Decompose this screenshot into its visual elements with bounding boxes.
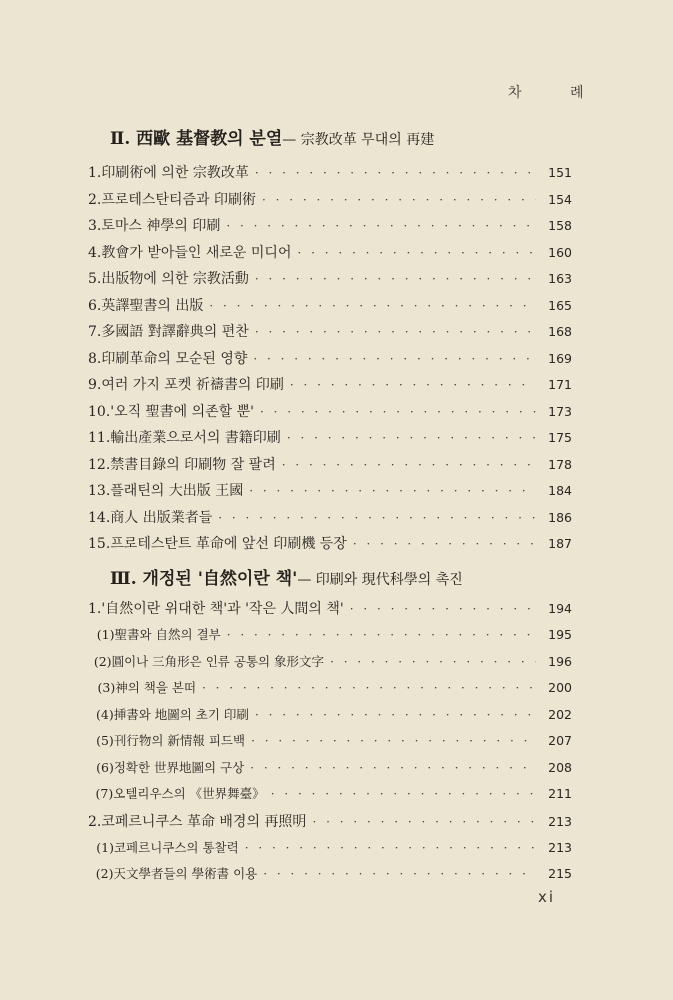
entry-number: 3. — [88, 218, 102, 234]
running-head: 차 례 — [508, 85, 606, 101]
toc-entry — [88, 162, 572, 188]
entry-page: 165 — [548, 297, 572, 313]
dot-leader — [287, 431, 536, 445]
entry-number: 9. — [88, 377, 102, 393]
entry-number: 4. — [88, 244, 102, 261]
entry-title: 多國語 對譯辭典의 편찬 — [101, 324, 249, 340]
toc-subentry — [88, 838, 572, 864]
entry-title: '오직 聖書에 의존할 뿐' — [110, 403, 254, 420]
entry-title: 여러 가지 포켓 祈禱書의 印刷 — [101, 377, 284, 393]
entry-number: (4) — [95, 706, 114, 722]
toc-entry — [88, 242, 572, 268]
toc-subentry — [88, 625, 572, 651]
entry-title: 코페르니쿠스의 통찰력 — [113, 839, 239, 855]
toc-entry — [88, 427, 572, 453]
entry-number: 15. — [88, 536, 111, 552]
entry-title: 圓이나 三角形은 인류 공통의 象形文字 — [111, 653, 325, 669]
entry-page: 168 — [548, 324, 572, 339]
entry-title: '自然이란 위대한 책'과 '작은 人間의 책' — [101, 601, 344, 617]
entry-number: 2. — [88, 814, 102, 830]
dot-leader — [312, 815, 536, 829]
entry-number: (6) — [96, 759, 114, 775]
entry-page: 173 — [548, 403, 572, 419]
entry-title: 挿書와 地圖의 초기 印刷 — [113, 706, 249, 722]
entry-title: 禁書目錄의 印刷物 잘 팔려 — [110, 456, 276, 473]
entry-number: 10. — [88, 403, 111, 420]
dot-leader — [262, 193, 536, 207]
entry-number: (7) — [95, 786, 114, 801]
toc-subentry — [88, 784, 572, 810]
part-2-subtitle: — 宗教改革 무대의 再建 — [282, 132, 435, 148]
entry-number: (5) — [96, 733, 114, 748]
entry-title: 코페르니쿠스 革命 배경의 再照明 — [101, 814, 307, 830]
entry-number: (3) — [97, 680, 116, 695]
toc-entry — [88, 811, 572, 837]
part-3-subtitle: — 印刷와 現代科學의 촉진 — [297, 572, 463, 588]
dot-leader — [255, 272, 536, 286]
dot-leader — [209, 299, 536, 313]
dot-leader — [263, 867, 536, 881]
entry-number: 5. — [88, 271, 102, 287]
entry-page: 196 — [548, 653, 572, 669]
dot-leader — [245, 841, 536, 855]
entry-number: (1) — [96, 839, 114, 855]
entry-title: 정확한 世界地圖의 구상 — [113, 759, 245, 775]
toc-entry — [88, 454, 572, 480]
entry-number: 1. — [88, 601, 102, 617]
entry-title: 教會가 받아들인 새로운 미디어 — [101, 244, 292, 261]
entry-page: 158 — [548, 218, 572, 233]
entry-page: 186 — [548, 509, 572, 525]
entry-page: 200 — [548, 680, 572, 695]
dot-leader — [282, 458, 536, 472]
dot-leader — [271, 787, 536, 801]
entry-number: 1. — [88, 165, 102, 181]
dot-leader — [350, 602, 536, 616]
entry-title: 프로테스탄트 革命에 앞선 印刷機 등장 — [110, 536, 347, 552]
entry-title: 토마스 神學의 印刷 — [101, 218, 221, 234]
entry-page: 151 — [548, 165, 572, 180]
entry-page: 175 — [548, 430, 572, 445]
dot-leader — [255, 325, 536, 339]
entry-page: 187 — [548, 536, 572, 551]
dot-leader — [253, 352, 536, 366]
entry-title: 商人 出版業者들 — [110, 509, 213, 526]
entry-number: 7. — [88, 324, 102, 340]
entry-page: 154 — [548, 191, 572, 207]
entry-number: (1) — [96, 627, 115, 642]
entry-page: 213 — [548, 839, 572, 855]
entry-title: 플래틴의 大出版 王國 — [110, 483, 244, 499]
part-3-title: Ⅲ. 개정된 '自然이란 책' — [110, 569, 298, 589]
dot-leader — [226, 219, 536, 233]
entry-page: 211 — [548, 786, 572, 801]
dot-leader — [251, 734, 536, 748]
toc-subentry — [88, 652, 572, 678]
toc-entry — [88, 348, 572, 374]
toc-entry — [88, 295, 572, 321]
dot-leader — [202, 681, 536, 695]
entry-page: 202 — [548, 706, 572, 722]
entry-page: 213 — [548, 814, 572, 829]
entry-page: 178 — [548, 456, 572, 472]
entry-page: 169 — [548, 350, 572, 366]
toc-subentry — [88, 678, 572, 704]
part-3-heading — [110, 564, 610, 589]
entry-number: 12. — [88, 456, 111, 473]
dot-leader — [218, 511, 536, 525]
entry-page: 184 — [548, 483, 572, 498]
entry-number: 6. — [88, 297, 102, 314]
toc-entry — [88, 321, 572, 347]
entry-title: 神의 책을 본떠 — [115, 680, 197, 695]
toc-entry — [88, 268, 572, 294]
toc-entry — [88, 401, 572, 427]
entry-title: 天文學者들의 學術書 이용 — [113, 866, 258, 881]
dot-leader — [290, 378, 536, 392]
entry-title: 오텔리우스의 《世界舞臺》 — [113, 786, 265, 801]
dot-leader — [353, 537, 536, 551]
entry-title: 프로테스탄티즘과 印刷術 — [101, 191, 257, 208]
entry-title: 印刷革命의 모순된 영향 — [101, 350, 248, 367]
entry-page: 208 — [548, 759, 572, 775]
dot-leader — [249, 484, 536, 498]
dot-leader — [255, 708, 536, 722]
entry-title: 英譯聖書의 出版 — [101, 297, 204, 314]
part-2-title: Ⅱ. 西歐 基督教의 분열 — [110, 129, 283, 149]
dot-leader — [260, 405, 536, 419]
toc-entry — [88, 189, 572, 215]
dot-leader — [255, 166, 536, 180]
toc-entry — [88, 507, 572, 533]
entry-number: 8. — [88, 350, 102, 367]
entry-title: 聖書와 自然의 결부 — [114, 627, 221, 642]
toc-entry — [88, 374, 572, 400]
toc-entry — [88, 533, 572, 559]
entry-page: 195 — [548, 627, 572, 642]
entry-title: 刊行物의 新情報 피드백 — [113, 733, 246, 748]
toc-entry — [88, 598, 572, 624]
entry-number: (2) — [95, 866, 114, 881]
page-folio: xi — [538, 888, 556, 906]
entry-number: 11. — [88, 430, 111, 446]
dot-leader — [227, 628, 536, 642]
toc-entry — [88, 215, 572, 241]
entry-number: 14. — [88, 509, 111, 526]
dot-leader — [250, 761, 536, 775]
entry-page: 194 — [548, 601, 572, 616]
part-2-heading — [110, 124, 610, 149]
entry-title: 輸出產業으로서의 書籍印刷 — [110, 430, 281, 446]
toc-entry — [88, 480, 572, 506]
entry-title: 出版物에 의한 宗教活動 — [101, 271, 249, 287]
entry-page: 171 — [548, 377, 572, 392]
dot-leader — [297, 246, 536, 260]
entry-page: 163 — [548, 271, 572, 286]
entry-number: (2) — [93, 653, 112, 669]
toc-subentry — [88, 864, 572, 890]
entry-number: 13. — [88, 483, 111, 499]
dot-leader — [330, 655, 536, 669]
entry-title: 印刷術에 의한 宗教改革 — [101, 165, 249, 181]
toc-subentry — [88, 731, 572, 757]
entry-page: 160 — [548, 244, 572, 260]
toc-subentry — [88, 758, 572, 784]
toc-subentry — [88, 705, 572, 731]
entry-number: 2. — [88, 191, 102, 208]
entry-page: 215 — [548, 866, 572, 881]
entry-page: 207 — [548, 733, 572, 748]
